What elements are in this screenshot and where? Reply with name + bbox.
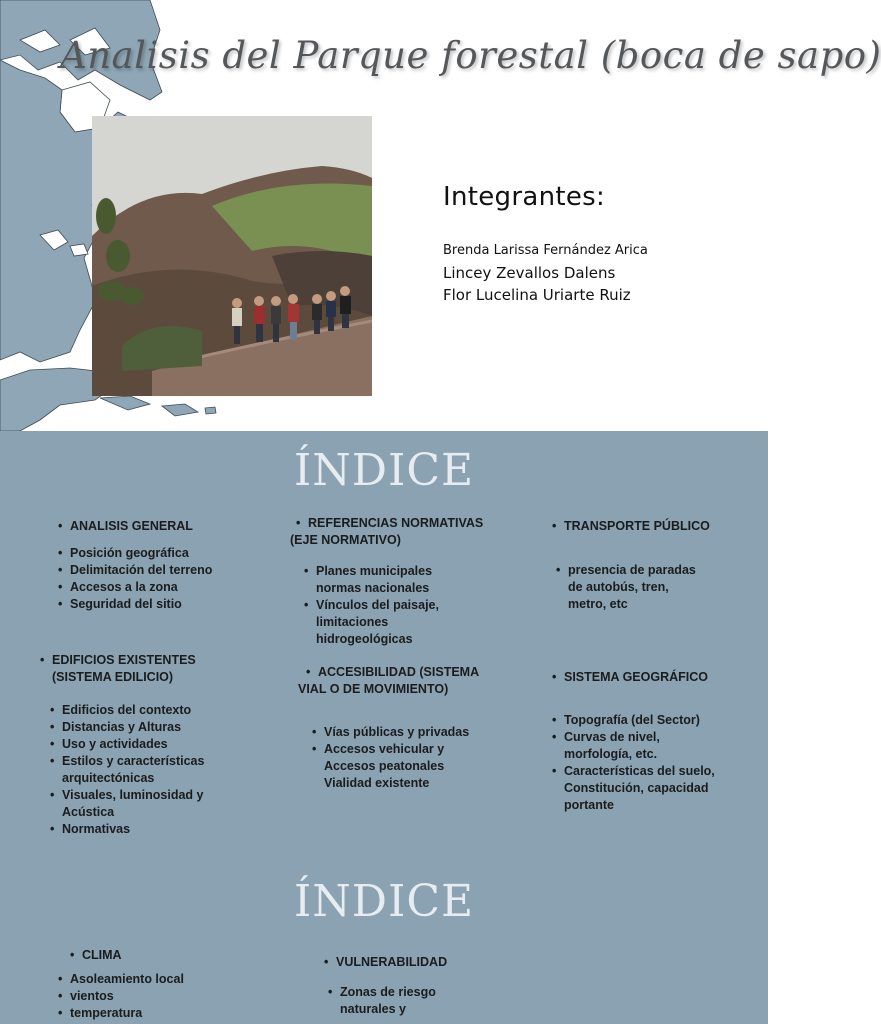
site-photo <box>92 116 372 396</box>
section-public-transport: • TRANSPORTE PÚBLICO • presencia de paradas de autobús, tren, metro, etc <box>552 519 710 611</box>
section-heading: SISTEMA GEOGRÁFICO <box>564 670 708 684</box>
section-vulnerability: • VULNERABILIDAD • Zonas de riesgo naturales y <box>324 955 448 1016</box>
section-heading: CLIMA <box>82 948 122 962</box>
section-list <box>324 984 447 1018</box>
hillside-photo-illustration <box>92 116 372 396</box>
section-list <box>58 971 184 1022</box>
list-item: • Vías públicas y privadas <box>312 725 470 739</box>
section-normative-references <box>290 515 483 648</box>
section-list <box>298 724 479 792</box>
list-item: • Asoleamiento local <box>58 972 184 986</box>
list-item: • Visuales, luminosidad y Acústica <box>50 788 204 819</box>
section-list <box>552 562 710 613</box>
list-item: • temperatura <box>58 1006 143 1020</box>
section-general-analysis: • ANALISIS GENERAL • Posición geográfica • Delimitación del terreno • Accesos a la zona • Seguridad del sitio <box>58 519 213 611</box>
cover-section <box>0 0 881 431</box>
list-item: • Curvas de nivel, morfología, etc. <box>552 730 660 761</box>
section-heading: TRANSPORTE PÚBLICO <box>564 519 710 533</box>
list-item: • presencia de paradas de autobús, tren, metro, etc <box>556 563 696 611</box>
section-heading: • EDIFICIOS EXISTENTES (SISTEMA EDILICIO) <box>40 653 196 684</box>
list-item: • Planes municipales normas nacionales <box>304 564 433 595</box>
section-heading: VULNERABILIDAD <box>336 955 448 969</box>
list-item: • vientos <box>58 989 114 1003</box>
list-item: • Uso y actividades <box>50 737 168 751</box>
list-item: • Distancias y Alturas <box>50 720 182 734</box>
list-item: • Delimitación del terreno <box>58 563 213 577</box>
list-item: • Normativas <box>50 822 131 836</box>
team-heading: Integrantes: <box>443 182 606 212</box>
section-list <box>290 563 483 648</box>
section-list <box>58 545 212 613</box>
team-member: Flor Lucelina Uriarte Ruiz <box>443 286 631 304</box>
list-item: • Zonas de riesgo naturales y <box>328 985 436 1016</box>
list-item: • Características del suelo, Constitución, capacidad portante <box>552 764 715 812</box>
section-heading: • REFERENCIAS NORMATIVAS (EJE NORMATIVO) <box>290 516 484 547</box>
section-list <box>40 702 204 838</box>
index-title: ÍNDICE <box>293 445 475 496</box>
section-existing-buildings <box>40 652 204 838</box>
list-item: • Vínculos del paisaje, limitaciones hidrogeológicas <box>304 598 439 646</box>
document-title: Analisis del Parque forestal (boca de sapo) <box>60 34 881 77</box>
index-panel-2 <box>0 868 768 1024</box>
list-item: • Edificios del contexto <box>50 703 192 717</box>
index-panel-1 <box>0 431 768 868</box>
list-item: • Estilos y características arquitectónicas <box>50 754 205 785</box>
list-item: • Posición geográfica <box>58 546 189 560</box>
index-title: ÍNDICE <box>293 876 475 927</box>
section-heading: ANALISIS GENERAL <box>70 519 193 533</box>
team-member: Brenda Larissa Fernández Arica <box>443 243 648 258</box>
list-item: • Accesos vehicular y Accesos peatonales Vialidad existente <box>312 742 445 790</box>
section-climate: • CLIMA • Asoleamiento local • vientos • temperatura <box>58 948 184 1020</box>
section-list <box>552 712 715 814</box>
team-member: Lincey Zevallos Dalens <box>443 264 616 282</box>
section-accessibility <box>298 664 479 792</box>
list-item: • Accesos a la zona <box>58 580 178 594</box>
section-heading: • ACCESIBILIDAD (SISTEMA VIAL O DE MOVIMIENTO) <box>298 665 480 696</box>
list-item: • Seguridad del sitio <box>58 597 182 611</box>
section-geographic-system: • SISTEMA GEOGRÁFICO • Topografía (del Sector) • Curvas de nivel, morfología, etc. • Características del suelo, Constitución, capacidad portante <box>552 670 715 812</box>
list-item: • Topografía (del Sector) <box>552 713 700 727</box>
